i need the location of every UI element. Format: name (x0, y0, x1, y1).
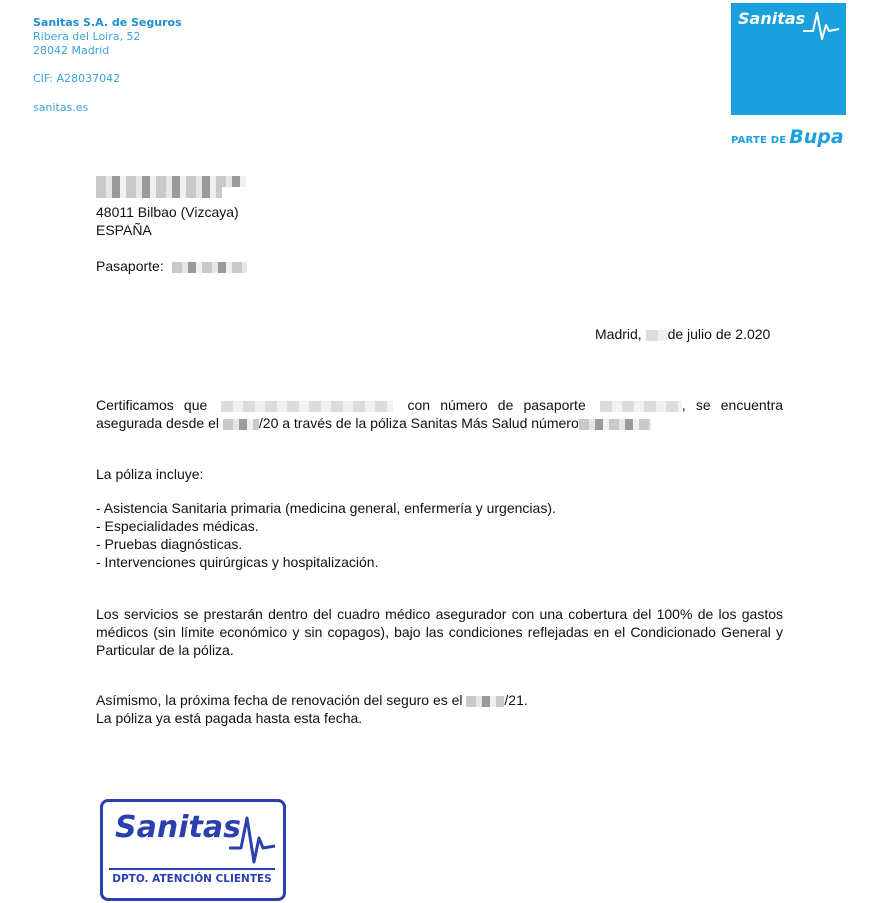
renewal-year: /21. (504, 692, 528, 708)
letter-date (595, 325, 770, 343)
redacted-name (96, 176, 246, 187)
sender-address-line1: Ribera del Loira, 52 (33, 30, 141, 43)
redacted-renewal-date (466, 696, 504, 707)
cert-text-b: con número de pasaporte (407, 397, 586, 413)
sender-block (33, 16, 182, 115)
passport-line (96, 257, 247, 275)
list-item: - Especialidades médicas. (96, 518, 259, 534)
sanitas-logo (731, 3, 846, 115)
list-item: - Intervenciones quirúrgicas y hospitalización. (96, 554, 379, 570)
date-suffix: de julio de 2.020 (667, 326, 771, 342)
redacted-policy-number (579, 419, 651, 430)
redacted-start-date (223, 419, 259, 430)
parte-de-text: PARTE DE (731, 135, 787, 146)
sender-website: sanitas.es (33, 101, 89, 114)
certification-paragraph (96, 396, 783, 432)
stamp-department: DPTO. ATENCIÓN CLIENTES (109, 868, 275, 885)
stamp-heartbeat-icon (227, 810, 277, 866)
renewal-text: Asímismo, la próxima fecha de renovación del seguro es el (96, 692, 463, 708)
sender-company: Sanitas S.A. de Seguros (33, 16, 182, 29)
recipient-city-line: 48011 Bilbao (Vizcaya) (96, 204, 239, 220)
cert-text-a: Certificamos que (96, 397, 208, 413)
date-prefix: Madrid, (595, 326, 642, 342)
renewal-line (96, 691, 528, 709)
redacted-passport-number (600, 401, 682, 412)
includes-title: La póliza incluye: (96, 466, 204, 482)
bupa-tagline (731, 126, 848, 148)
list-item: - Asistencia Sanitaria primaria (medicina general, enfermería y urgencias). (96, 500, 556, 516)
cert-text-c: , se encuentra asegurada desde el (96, 397, 784, 431)
department-stamp (100, 799, 286, 901)
services-paragraph: Los servicios se prestarán dentro del cuadro médico asegurador con una cobertura del 100% de los gastos médicos (sin límite económico y sin copagos), bajo las condiciones reflejadas en el Condicionado General y Particular de la póliza. (96, 606, 783, 658)
bupa-logo-text: Bupa (789, 126, 844, 148)
stamp-brand: Sanitas (115, 810, 241, 845)
list-item: - Pruebas diagnósticas. (96, 536, 243, 552)
recipient-country: ESPAÑA (96, 222, 152, 238)
sender-address-line2: 28042 Madrid (33, 44, 110, 57)
redacted-street (96, 187, 222, 198)
heartbeat-icon (801, 7, 841, 43)
cert-text-d: /20 a través de la póliza Sanitas Más Salud número (258, 415, 579, 431)
sender-cif: CIF: A28037042 (33, 72, 121, 85)
redacted-passport (172, 262, 247, 273)
passport-label: Pasaporte: (96, 258, 164, 274)
logo-brand-text: Sanitas (738, 9, 806, 28)
paid-line: La póliza ya está pagada hasta esta fecha. (96, 710, 363, 726)
redacted-insured-name (221, 401, 393, 412)
redacted-day (646, 330, 668, 341)
